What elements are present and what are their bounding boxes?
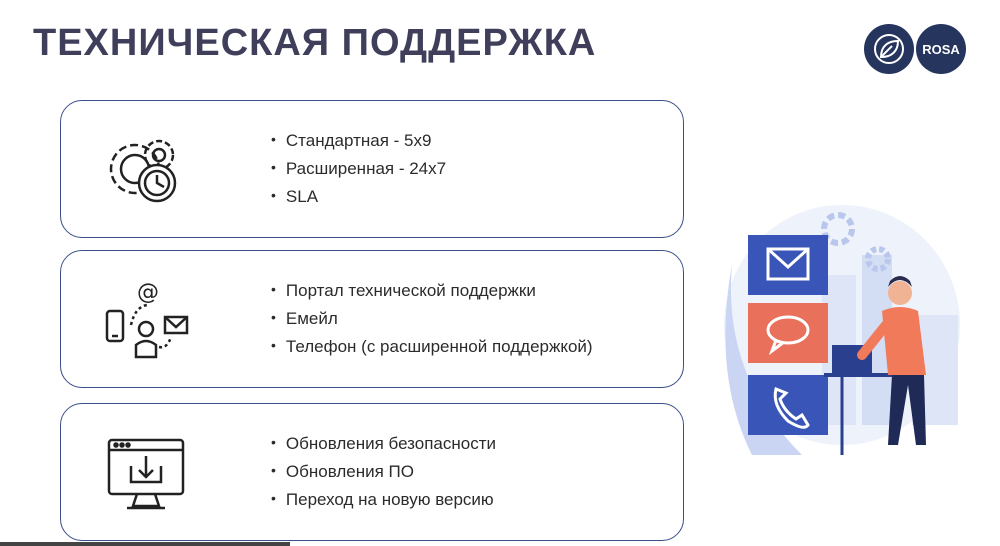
chat-tile [748,303,828,363]
support-channels-list [271,251,593,387]
support-levels-list [271,101,446,237]
logo-text: ROSA [922,41,960,57]
slide-title: ТЕХНИЧЕСКАЯ ПОДДЕРЖКА [33,22,597,64]
support-illustration [712,175,992,475]
leaf-logo-icon [864,24,914,74]
progress-bar-decoration [0,542,290,546]
svg-text:@: @ [137,280,159,305]
updates-card [60,403,684,541]
list-item: • Обновления ПО [271,458,496,486]
rosa-logo-badge [916,24,966,74]
rosa-logo [864,24,968,76]
list-item: • Портал технической поддержки [271,277,593,305]
list-item: • Емейл [271,305,593,333]
list-item: • Переход на новую версию [271,486,496,514]
contact-channels-icon [101,277,191,363]
list-item: • Расширенная - 24x7 [271,155,446,183]
phone-tile [748,375,828,435]
gears-clock-icon [101,127,191,213]
updates-list [271,404,496,540]
support-levels-card [60,100,684,238]
list-item: • Телефон (с расширенной поддержкой) [271,333,593,361]
list-item: • Обновления безопасности [271,430,496,458]
list-item: • Стандартная - 5x9 [271,127,446,155]
support-channels-card [60,250,684,388]
list-item: • SLA [271,183,446,211]
software-update-icon [101,430,191,516]
